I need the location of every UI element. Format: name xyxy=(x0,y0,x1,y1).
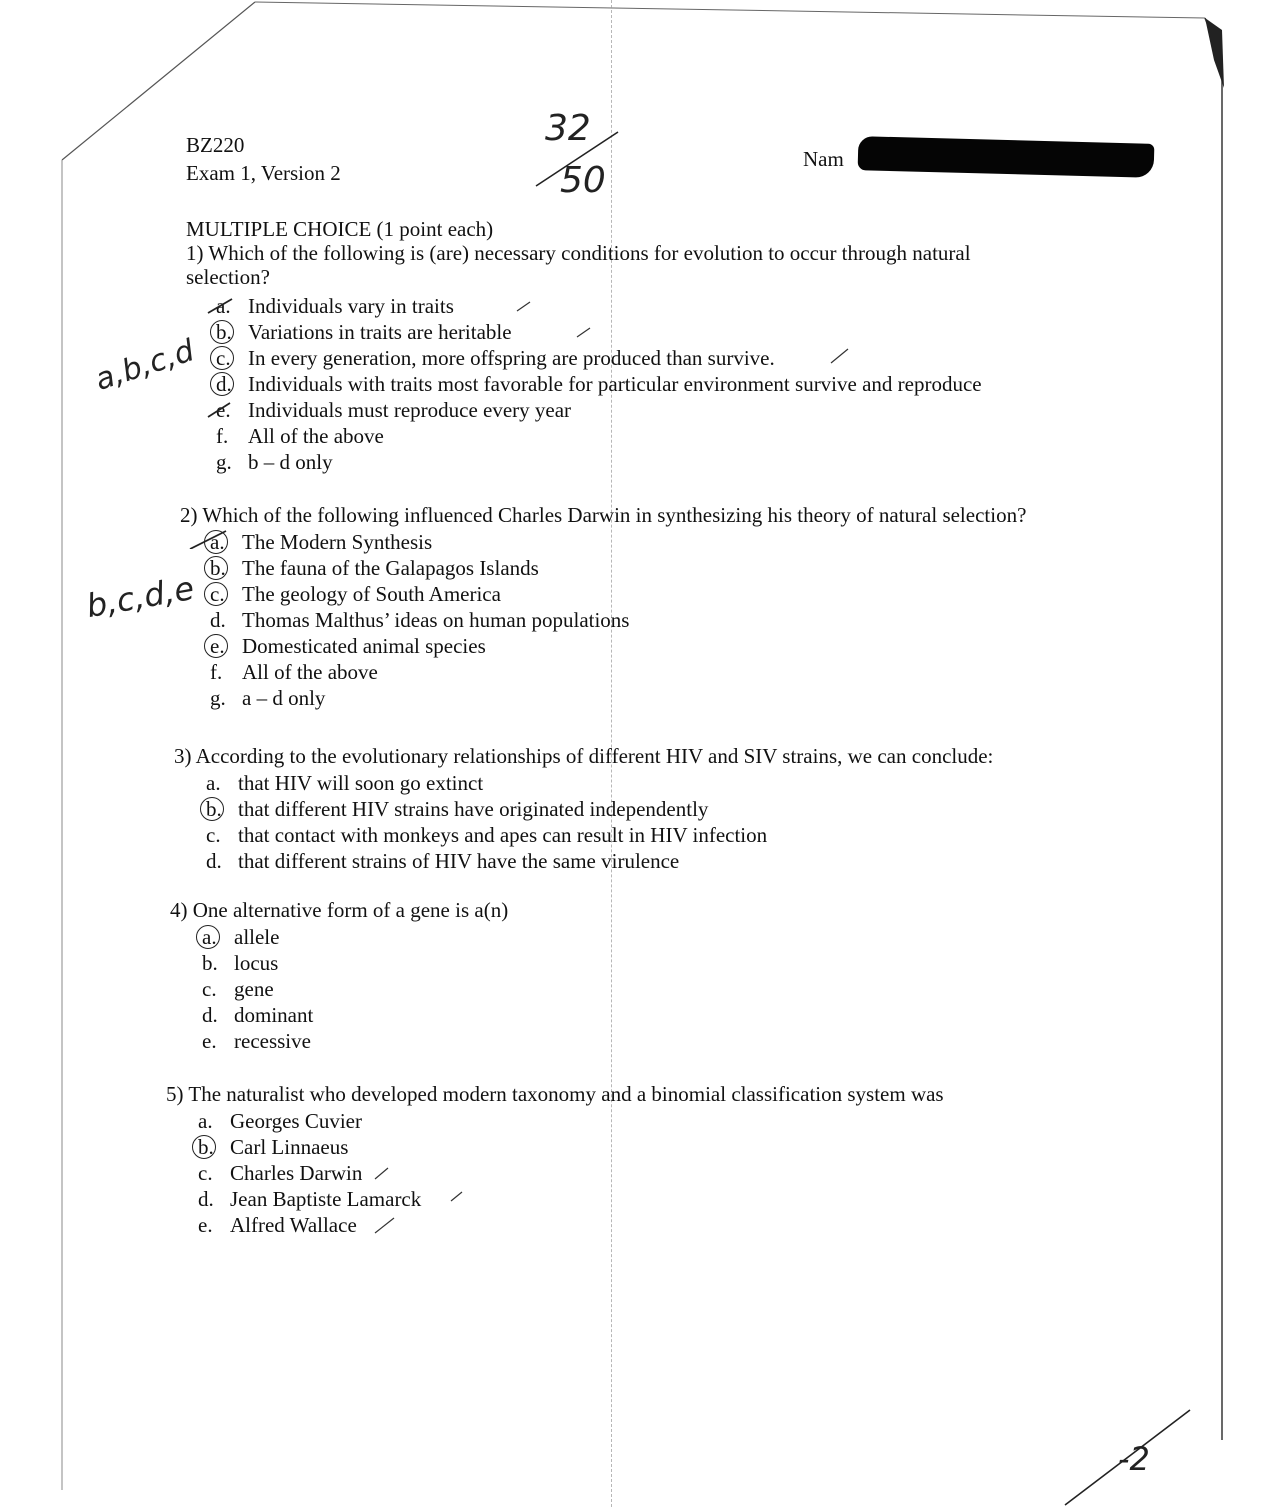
q5-option-d: d. Jean Baptiste Lamarck xyxy=(198,1186,1126,1212)
answer-circle xyxy=(204,556,228,580)
answer-circle xyxy=(210,320,234,344)
q1-option-g: g. b – d only xyxy=(216,450,333,474)
q4-option-e: e. recessive xyxy=(202,1029,311,1053)
strike-mark xyxy=(206,399,234,419)
q5-option-b: b. Carl Linnaeus xyxy=(198,1134,1126,1160)
question-2-stem xyxy=(180,503,1140,527)
question-2 xyxy=(180,503,1140,711)
question-4-number: 4) xyxy=(170,898,188,922)
q1-option-b: b. Variations in traits are heritable xyxy=(216,319,1146,345)
question-5-number: 5) xyxy=(166,1082,184,1106)
question-4-text: One alternative form of a gene is a(n) xyxy=(192,898,509,922)
answer-circle xyxy=(204,634,228,658)
question-4 xyxy=(170,898,1130,1054)
q5-option-c: c. Charles Darwin xyxy=(198,1160,1126,1186)
name-redaction xyxy=(858,136,1155,178)
tick-mark xyxy=(576,325,592,339)
question-2-number: 2) xyxy=(180,503,198,527)
q3-option-d: d. that different strains of HIV have the same virulence xyxy=(206,849,680,873)
strike-mark xyxy=(188,529,228,549)
q1-option-c: c. In every generation, more offspring are produced than survive. xyxy=(216,345,1146,371)
page-mark: -2 xyxy=(1118,1440,1150,1478)
question-3-number: 3) xyxy=(174,744,192,768)
q5-option-a: a. Georges Cuvier xyxy=(198,1109,362,1133)
question-1-number: 1) xyxy=(186,241,204,265)
answer-circle xyxy=(200,797,224,821)
question-3-text: According to the evolutionary relationships of different HIV and SIV strains, we can conclude: xyxy=(195,744,994,768)
answer-circle xyxy=(210,372,234,396)
q1-option-f: f. All of the above xyxy=(216,424,384,448)
q1-option-e: e. Individuals must reproduce every year xyxy=(216,397,1146,423)
tick-mark xyxy=(830,347,850,365)
question-2-text: Which of the following influenced Charles Darwin in synthesizing his theory of natural selection? xyxy=(202,503,1027,527)
q2-option-e: e. Domesticated animal species xyxy=(210,633,1140,659)
name-label: Nam xyxy=(803,147,844,171)
q1-margin-note: a,b,c,d xyxy=(91,333,199,398)
score-total: 50 xyxy=(560,160,606,201)
tick-mark xyxy=(516,299,532,313)
q5-option-e: e. Alfred Wallace xyxy=(198,1212,1126,1238)
question-4-stem xyxy=(170,898,1130,922)
q3-option-b: b. that different HIV strains have originated independently xyxy=(206,796,1134,822)
question-5-stem xyxy=(166,1082,1126,1106)
q4-option-b: b. locus xyxy=(202,951,279,975)
tick-mark xyxy=(374,1216,396,1234)
question-1 xyxy=(186,241,1146,475)
question-5 xyxy=(166,1082,1126,1238)
q4-option-d: d. dominant xyxy=(202,1003,314,1027)
q2-option-d: d. Thomas Malthus’ ideas on human populations xyxy=(210,608,630,632)
question-1-stem xyxy=(186,241,1146,265)
question-1-stem-cont: selection? xyxy=(186,265,270,289)
tick-mark xyxy=(450,1190,464,1202)
q1-option-d: d. Individuals with traits most favorable for particular environment survive and reproduce xyxy=(216,371,1146,397)
question-3-stem xyxy=(174,744,1134,768)
section-title: MULTIPLE CHOICE (1 point each) xyxy=(186,217,494,241)
q1-option-a: a. Individuals vary in traits xyxy=(216,293,1146,319)
q2-option-c: c. The geology of South America xyxy=(210,581,1140,607)
q3-option-c: c. that contact with monkeys and apes can result in HIV infection xyxy=(206,823,768,847)
answer-circle xyxy=(204,582,228,606)
q2-option-f: f. All of the above xyxy=(210,660,378,684)
question-1-text: Which of the following is (are) necessary conditions for evolution to occur through natural xyxy=(208,241,971,265)
q4-option-c: c. gene xyxy=(202,977,274,1001)
question-3 xyxy=(174,744,1134,874)
answer-circle xyxy=(196,925,220,949)
score-earned: 32 xyxy=(545,108,591,149)
answer-circle xyxy=(192,1135,216,1159)
exam-version: Exam 1, Version 2 xyxy=(186,161,341,185)
q2-margin-note: b,c,d,e xyxy=(83,568,197,626)
course-code: BZ220 xyxy=(186,133,245,157)
strike-mark xyxy=(206,295,234,315)
q2-option-g: g. a – d only xyxy=(210,686,326,710)
q2-option-b: b. The fauna of the Galapagos Islands xyxy=(210,555,1140,581)
q3-option-a: a. that HIV will soon go extinct xyxy=(206,771,484,795)
q2-option-a: a. The Modern Synthesis xyxy=(210,529,1140,555)
answer-circle xyxy=(210,346,234,370)
q4-option-a: a. allele xyxy=(202,924,1130,950)
tick-mark xyxy=(374,1166,390,1180)
question-5-text: The naturalist who developed modern taxonomy and a binomial classification system was xyxy=(188,1082,944,1106)
